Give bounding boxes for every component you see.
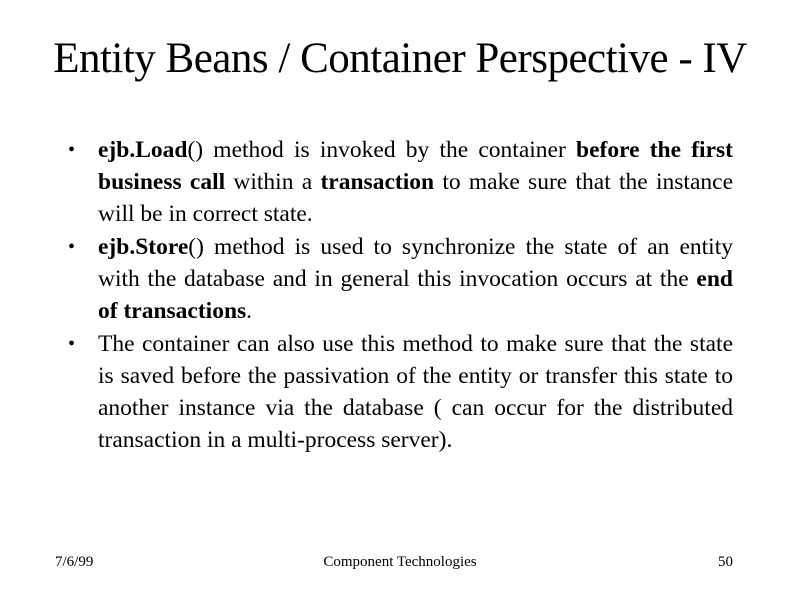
bullet-segment: () method is invoked by the container — [187, 137, 576, 163]
bullet-item — [68, 231, 733, 327]
bullet-segment: ejb.Load — [98, 137, 188, 163]
bullet-segment: end of transactions — [98, 266, 733, 324]
slide-title: Entity Beans / Container Perspective - IV — [53, 35, 747, 82]
bullet-icon: • — [68, 139, 76, 161]
footer-page-number: 50 — [718, 554, 733, 570]
bullet-segment: within a — [225, 169, 321, 195]
bullet-item — [68, 328, 733, 456]
bullet-segment: () method is used to synchronize the state of an entity with the database and in general this invocation occurs at the — [98, 234, 733, 292]
bullet-segment: . — [246, 298, 253, 324]
bullet-text — [98, 331, 733, 453]
bullet-segment: before the first business call — [98, 137, 733, 195]
bullet-text — [98, 234, 733, 324]
bullet-icon: • — [68, 333, 76, 355]
bullet-text — [98, 137, 733, 227]
bullet-list — [68, 134, 733, 457]
bullet-segment: ejb.Store — [98, 234, 189, 260]
bullet-segment: to make sure that the instance will be in correct state. — [98, 169, 733, 227]
bullet-segment: transaction — [320, 169, 435, 195]
footer-title: Component Technologies — [323, 554, 477, 570]
bullet-item — [68, 134, 733, 230]
bullet-icon: • — [68, 236, 76, 258]
bullet-segment: The container can also use this method to make sure that the state is saved before the passivation of the entity or transfer this state to another instance via the database ( can occur for the distributed transaction in a multi-process server). — [98, 331, 733, 453]
footer-date: 7/6/99 — [55, 554, 94, 570]
